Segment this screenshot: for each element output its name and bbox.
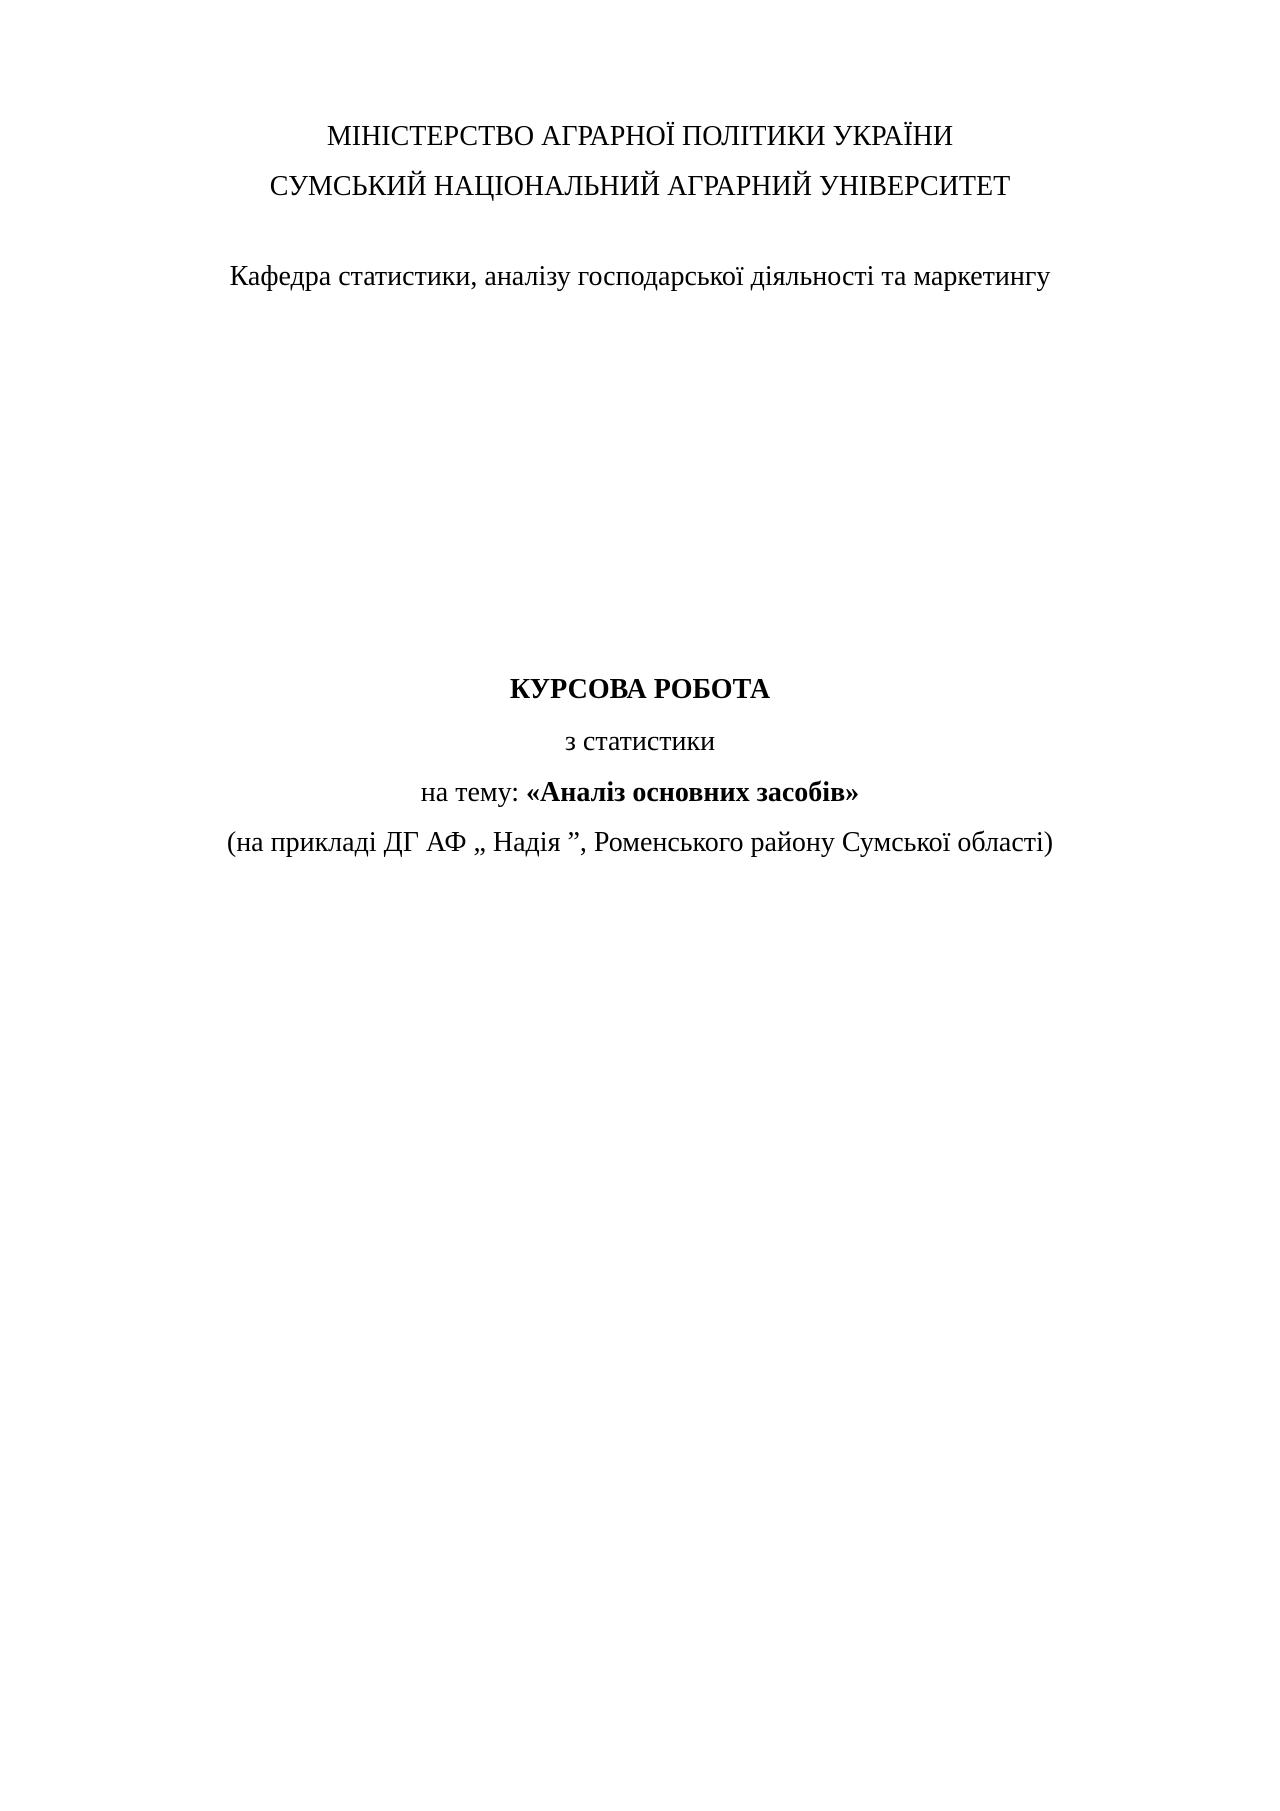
work-title: КУРСОВА РОБОТА bbox=[509, 674, 771, 705]
topic-prefix: на тему: bbox=[420, 777, 527, 808]
work-subject: з статистики bbox=[564, 726, 716, 757]
department-name: Кафедра статистики, аналізу господарської діяльності та маркетингу bbox=[229, 261, 1051, 292]
ministry-name: МІНІСТЕРСТВО АГРАРНОЇ ПОЛІТИКИ УКРАЇНИ bbox=[326, 121, 954, 152]
work-topic-line bbox=[0, 776, 1280, 810]
work-example: (на прикладі ДГ АФ „ Надія ”, Роменського району Сумської області) bbox=[226, 827, 1054, 858]
university-name: СУМСЬКИЙ НАЦІОНАЛЬНИЙ АГРАРНИЙ УНІВЕРСИТЕТ bbox=[269, 171, 1011, 202]
topic-title: «Аналіз основних засобів» bbox=[526, 777, 860, 808]
